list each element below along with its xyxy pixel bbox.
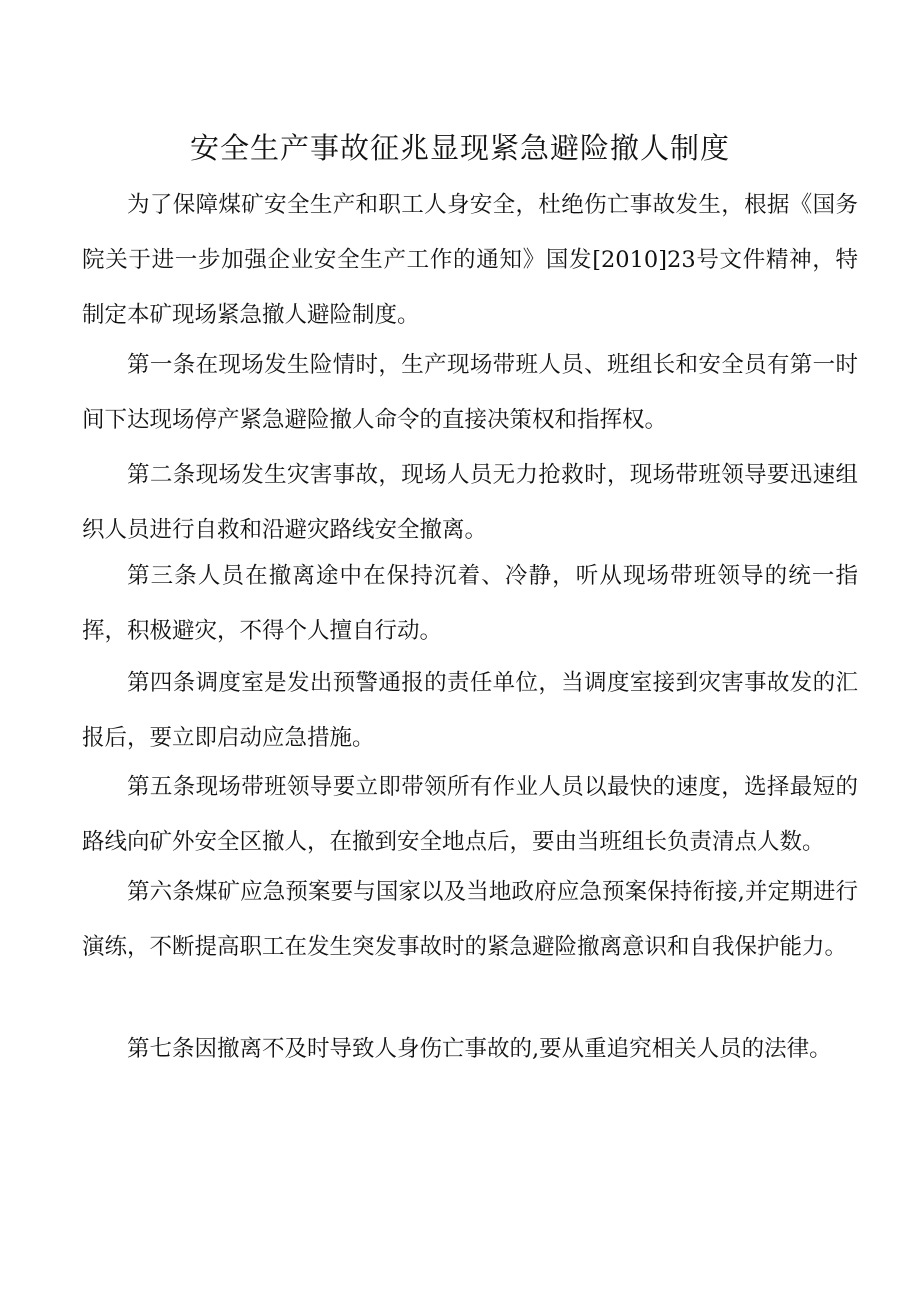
article-1: 第一条在现场发生险情时，生产现场带班人员、班组长和安全员有第一时间下达现场停产紧急避险撤人命令的直接决策权和指挥权。 [82, 352, 858, 433]
article-4: 第四条调度室是发出预警通报的责任单位，当调度室接到灾害事故发的汇报后，要立即启动应急措施。 [82, 670, 858, 751]
document-title: 安全生产事故征兆显现紧急避险撤人制度 [189, 131, 730, 165]
intro-paragraph: 为了保障煤矿安全生产和职工人身安全，杜绝伤亡事故发生，根据《国务院关于进一步加强企业安全生产工作的通知》国发[2010]23号文件精神，特制定本矿现场紧急撤人避险制度。 [82, 192, 858, 328]
article-6: 第六条煤矿应急预案要与国家以及当地政府应急预案保持衔接,并定期进行演练，不断提高职工在发生突发事故时的紧急避险撤离意识和自我保护能力。 [82, 879, 858, 960]
article-2: 第二条现场发生灾害事故，现场人员无力抢救时，现场带班领导要迅速组织人员进行自救和沿避灾路线安全撤离。 [82, 462, 858, 543]
article-3: 第三条人员在撤离途中在保持沉着、冷静，听从现场带班领导的统一指挥，积极避灾，不得个人擅自行动。 [82, 563, 858, 644]
article-5: 第五条现场带班领导要立即带领所有作业人员以最快的速度，选择最短的路线向矿外安全区撤人，在撤到安全地点后，要由当班组长负责清点人数。 [82, 774, 858, 855]
article-7: 第七条因撤离不及时导致人身伤亡事故的,要从重追究相关人员的法律。 [127, 1036, 832, 1062]
